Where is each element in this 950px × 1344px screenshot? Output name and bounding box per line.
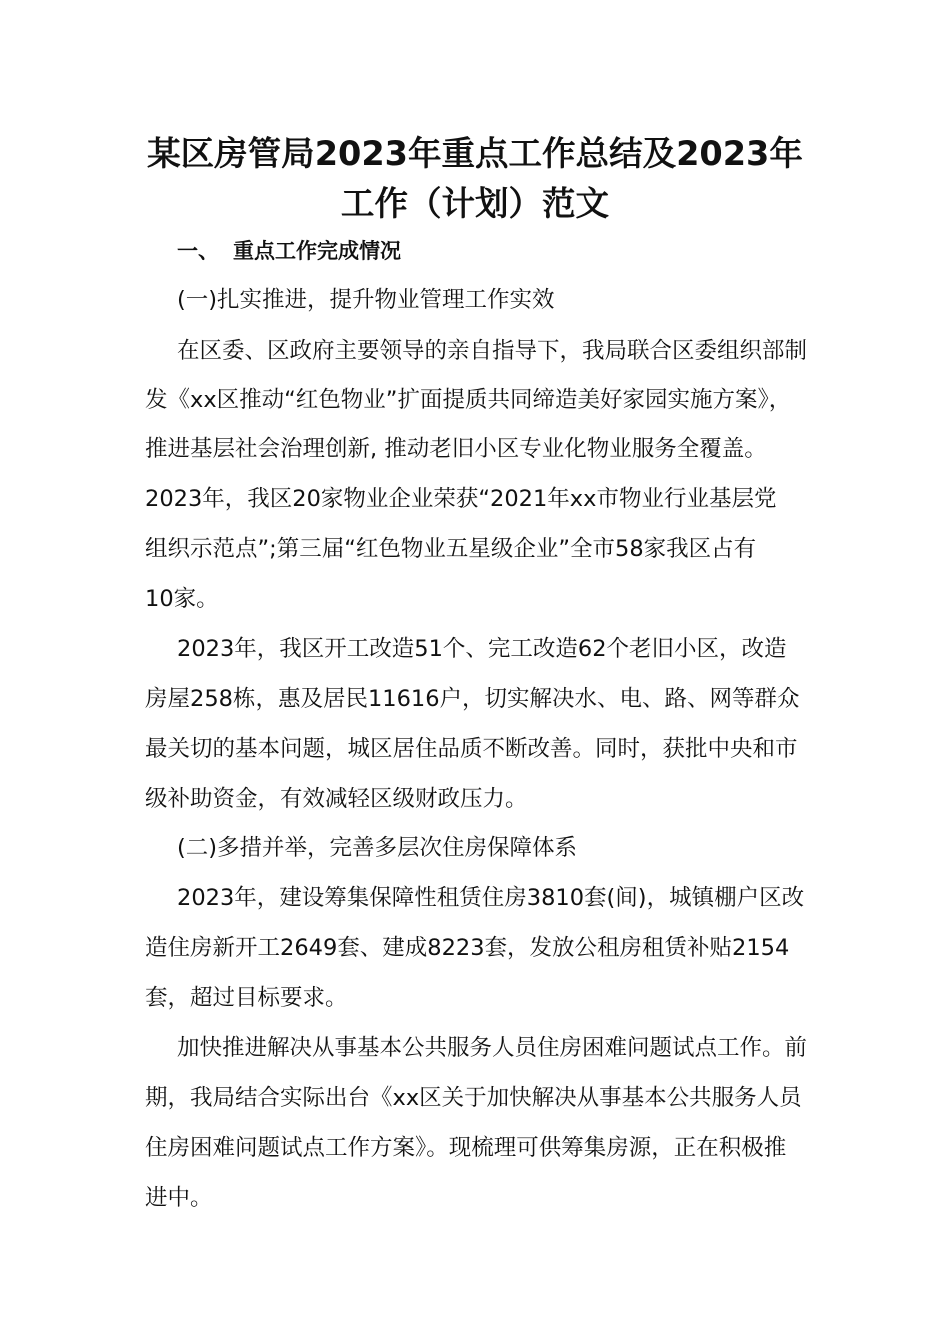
- paragraph-line: 套，超过目标要求。: [145, 985, 348, 1011]
- paragraph-line: 房屋258栋，惠及居民11616户，切实解决水、电、路、网等群众: [145, 686, 800, 712]
- subsection-1-heading: (一)扎实推进，提升物业管理工作实效: [177, 287, 555, 313]
- paragraph-line: 造住房新开工2649套、建成8223套，发放公租房租赁补贴2154: [145, 935, 790, 961]
- paragraph-line: 推进基层社会治理创新, 推动老旧小区专业化物业服务全覆盖。: [145, 436, 767, 462]
- paragraph-line: 级补助资金，有效减轻区级财政压力。: [145, 786, 528, 812]
- paragraph-line: 期，我局结合实际出台《xx区关于加快解决从事基本公共服务人员: [145, 1085, 802, 1111]
- paragraph-line: 在区委、区政府主要领导的亲自指导下，我局联合区委组织部制: [177, 338, 808, 364]
- paragraph-line: 组织示范点”;第三届“红色物业五星级企业”全市58家我区占有: [145, 536, 757, 562]
- paragraph-line: 最关切的基本问题，城区居住品质不断改善。同时，获批中央和市: [145, 736, 798, 762]
- document-title-line-2: 工作（计划）范文: [340, 184, 610, 223]
- paragraph-line: 2023年，我区开工改造51个、完工改造62个老旧小区，改造: [177, 636, 787, 662]
- section-1-number: 一、: [177, 239, 219, 263]
- paragraph-line: 加快推进解决从事基本公共服务人员住房困难问题试点工作。前: [177, 1035, 808, 1061]
- paragraph-line: 住房困难问题试点工作方案》。现梳理可供筹集房源，正在积极推: [145, 1135, 787, 1161]
- paragraph-line: 发《xx区推动“红色物业”扩面提质共同缔造美好家园实施方案》，: [145, 387, 792, 413]
- document-title-line-1: 某区房管局2023年重点工作总结及2023年: [147, 134, 803, 173]
- paragraph-line: 10家。: [145, 586, 219, 612]
- subsection-2-heading: (二)多措并举，完善多层次住房保障体系: [177, 835, 578, 861]
- section-1-title: 重点工作完成情况: [233, 239, 401, 263]
- paragraph-line: 2023年，建设筹集保障性租赁住房3810套(间)，城镇棚户区改: [177, 885, 805, 911]
- paragraph-line: 2023年，我区20家物业企业荣获“2021年xx市物业行业基层党: [145, 486, 777, 512]
- paragraph-line: 进中。: [145, 1185, 213, 1211]
